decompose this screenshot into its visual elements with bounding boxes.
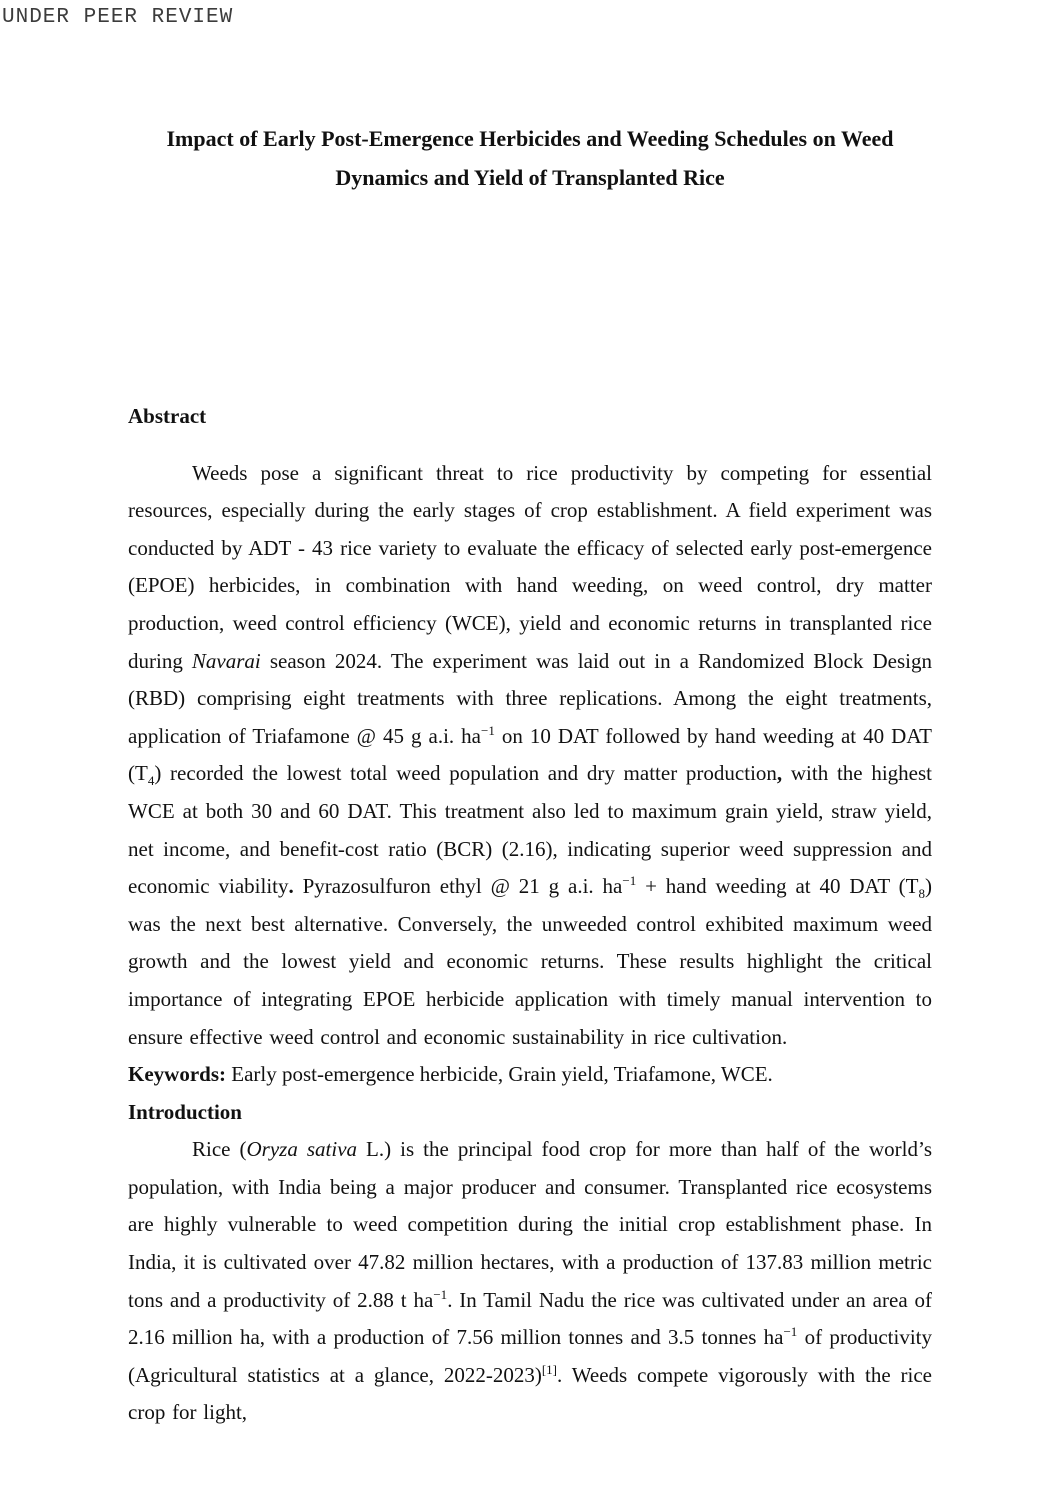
keywords-line: Keywords: Early post-emergence herbicide, Grain yield, Triafamone, WCE. — [128, 1062, 773, 1087]
manuscript-body — [128, 0, 932, 1432]
paper-title — [128, 119, 932, 197]
abstract-heading: Abstract — [128, 404, 207, 428]
paper-title-line-2: Dynamics and Yield of Transplanted Rice — [335, 165, 725, 190]
introduction-heading: Introduction — [128, 1099, 242, 1124]
introduction-paragraph: Rice (Oryza sativa L.) is the principal food crop for more than half of the world’s population, with India being a major producer and consumer. Transplanted rice ecosystems are highly vulnerable to weed competition during the initial crop establishment phase. In India, it is cultivated over 47.82 million hectares, with a production of 137.83 million metric tons and a productivity of 2.88 t $ha^{-1}$. In Tamil Nadu the rice was cultivated under an area of 2.16 million ha, with a production of 7.56 million tonnes and 3.5 tonnes $ha^{-1}$ of productivity (Agricultural statistics at a glance, 2022-2023)[1]. Weeds compete vigorously with the rice crop for light, — [128, 1137, 933, 1425]
paper-title-line-1: Impact of Early Post-Emergence Herbicides and Weeding Schedules on Weed — [166, 126, 894, 151]
peer-review-watermark: UNDER PEER REVIEW — [2, 6, 234, 29]
abstract-paragraph: Weeds pose a significant threat to rice productivity by competing for essential resources, especially during the early stages of crop establishment. A field experiment was conducted by ADT - 43 rice variety to evaluate the efficacy of selected early post-emergence (EPOE) herbicides, in combination with hand weeding, on weed control, dry matter production, weed control efficiency (WCE), yield and economic returns in transplanted rice during Navarai season 2024. The experiment was laid out in a Randomized Block Design (RBD) comprising eight treatments with three replications. Among the eight treatments, application of Triafamone @ 45 g a.i. $ha^{-1}$ on 10 DAT followed by hand weeding at 40 DAT $(T_4)$ recorded the lowest total weed population and dry matter production, with the highest WCE at both 30 and 60 DAT. This treatment also led to maximum grain yield, straw yield, net income, and benefit-cost ratio (BCR) (2.16), indicating superior weed suppression and economic viability. Pyrazosulfuron ethyl @ 21 g a.i. $ha^{-1}$ + hand weeding at 40 DAT $(T_8)$ was the next best alternative. Conversely, the unweeded control exhibited maximum weed growth and the lowest yield and economic returns. These results highlight the critical importance of integrating EPOE herbicide application with timely manual intervention to ensure effective weed control and economic sustainability in rice cultivation. — [128, 460, 932, 1049]
